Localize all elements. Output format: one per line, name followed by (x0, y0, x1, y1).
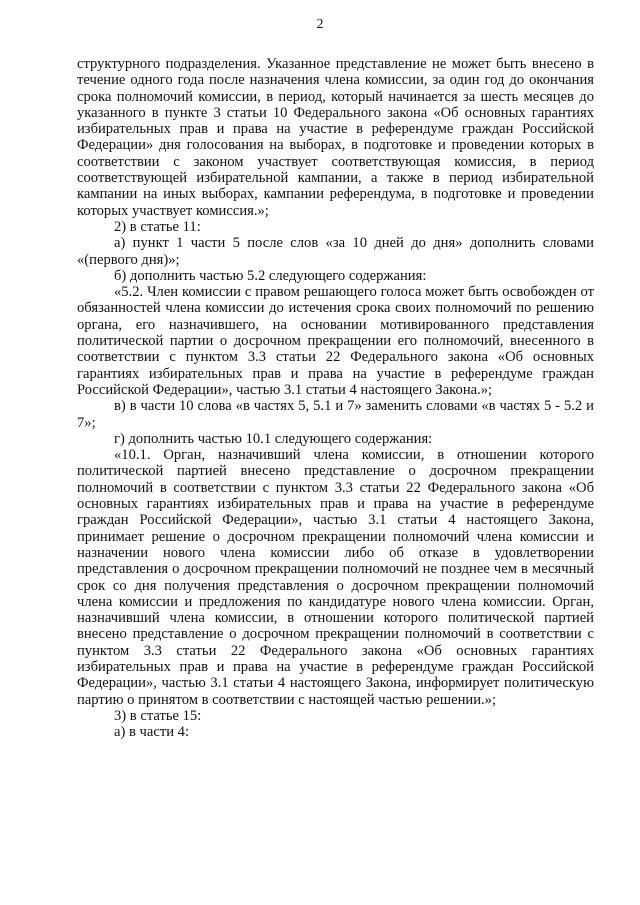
page-number: 2 (316, 17, 324, 32)
paragraph-subitem-b: б) дополнить частью 5.2 следующего содержания: (114, 267, 427, 284)
paragraph-subitem-a-part-4: а) в части 4: (114, 724, 190, 741)
paragraph-quote-10-1: «10.1. Орган, назначивший члена комиссии, в отношении которого политической партией внесено представление о досрочном прекращении полномочий в соответствии с пунктом 3.3 статьи 22 Федерального закона «Об основных гарантиях избирательных прав и права на участие в референдуме граждан Российской Федерации», частью 3.1 статьи 4 настоящего Закона, принимает решение о досрочном прекращении полномочий члена комиссии и назначении нового члена комиссии либо об отказе в удовлетворении представления о досрочном прекращении полномочий не позднее чем в месячный срок со дня получения представления о досрочном прекращении полномочий члена комиссии и предложения по кандидатуре нового члена комиссии. Орган, назначивший члена комиссии, в отношении которого политической партией внесено представление о досрочном прекращении полномочий в соответствии с пунктом 3.3 статьи 22 Федерального закона «Об основных гарантиях избирательных прав и права на участие в референдуме граждан Российской Федерации», частью 3.1 статьи 4 настоящего Закона, информирует политическую партию о принятом в соответствии с настоящей частью решении.»; (77, 447, 594, 708)
document-body (77, 56, 594, 740)
paragraph-subitem-a: а) пункт 1 части 5 после слов «за 10 дней до дня» дополнить словами «(первого дня)»; (77, 235, 594, 268)
paragraph-subitem-g: г) дополнить частью 10.1 следующего содержания: (114, 430, 433, 447)
paragraph-quote-5-2: «5.2. Член комиссии с правом решающего голоса может быть освобожден от обязанностей члена комиссии до истечения срока своих полномочий по решению органа, его назначившего, на основании мотивированного представления политической партии о досрочном прекращении его полномочий, внесенного в соответствии с пунктом 3.3 статьи 22 Федерального закона «Об основных гарантиях избирательных прав и права на участие в референдуме граждан Российской Федерации», частью 3.1 статьи 4 настоящего Закона.»; (77, 284, 594, 398)
paragraph-item-3: 3) в статье 15: (114, 707, 202, 724)
paragraph-subitem-v: в) в части 10 слова «в частях 5, 5.1 и 7» заменить словами «в частях 5 - 5.2 и 7»; (77, 398, 594, 431)
paragraph-continuation: структурного подразделения. Указанное представление не может быть внесено в течение одного года после назначения члена комиссии, за один год до окончания срока полномочий комиссии, в период, который начинается за шесть месяцев до указанного в пункте 3 статьи 10 Федерального закона «Об основных гарантиях избирательных прав и права на участие в референдуме граждан Российской Федерации» дня голосования на выборах, в подготовке и проведении которых в соответствии с законом участвует соответствующая комиссия, в период соответствующей избирательной кампании, а также в период избирательной кампании на иных выборах, кампании референдума, в подготовке и проведении которых участвует комиссия.»; (77, 56, 594, 219)
paragraph-item-2: 2) в статье 11: (114, 218, 201, 235)
